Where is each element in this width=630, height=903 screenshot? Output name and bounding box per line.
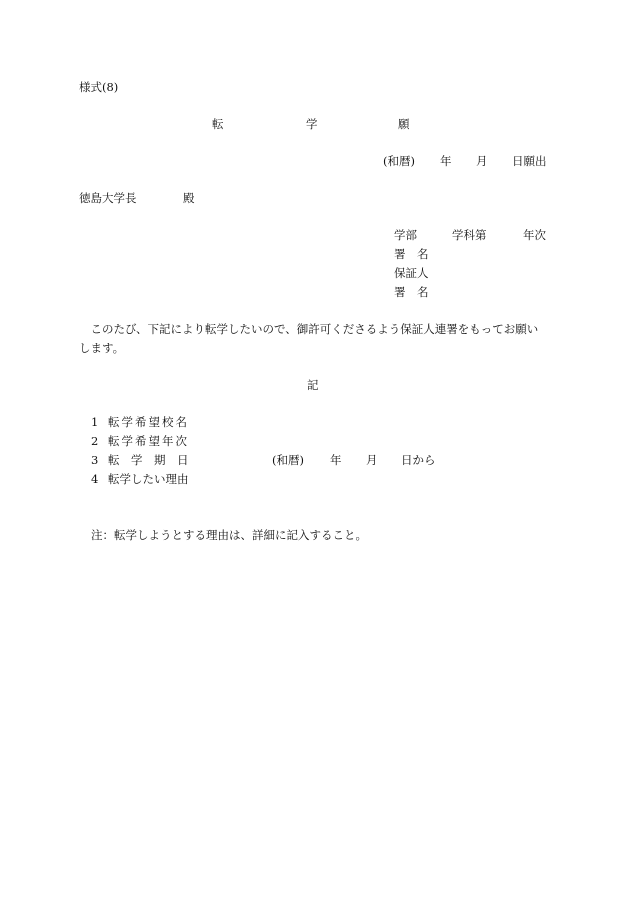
transfer-date-year: 年: [330, 453, 342, 467]
transfer-date-day: 日から: [401, 453, 436, 467]
title-char-1: 転: [212, 117, 224, 131]
transfer-date-month: 月: [366, 453, 378, 467]
addressee-name: 徳島大学長: [79, 191, 137, 205]
ki-heading: 記: [307, 378, 319, 392]
body-line-2: します。: [79, 341, 125, 355]
date-year: 年: [440, 154, 452, 168]
title-char-2: 学: [306, 117, 318, 131]
transfer-date-era: (和暦): [272, 453, 304, 467]
applicant-year-level: 年次: [523, 228, 546, 242]
addressee-honorific: 殿: [183, 191, 195, 205]
item-number: 4: [91, 472, 99, 486]
applicant-signature: 署 名: [394, 247, 429, 261]
item-label: 転 学 期 日: [108, 453, 189, 467]
item-number: 2: [91, 434, 99, 448]
date-era: (和暦): [383, 154, 415, 168]
date-month: 月: [476, 154, 488, 168]
item-number: 1: [91, 415, 99, 429]
note: 注：転学しようとする理由は、詳細に記入すること。: [91, 528, 367, 542]
item-number: 3: [91, 453, 99, 467]
body-line-1: このたび、下記により転学したいので、御許可くださるよう保証人連署をもってお願い: [79, 322, 539, 336]
form-label: 様式(8): [79, 80, 119, 94]
date-day-submit: 日願出: [512, 154, 547, 168]
guarantor-label: 保証人: [394, 266, 429, 280]
item-label: 転学希望校名: [108, 415, 189, 429]
applicant-faculty: 学部: [394, 228, 417, 242]
item-label: 転学希望年次: [108, 434, 189, 448]
guarantor-signature: 署 名: [394, 285, 429, 299]
item-label: 転学したい理由: [108, 472, 189, 486]
applicant-department: 学科第: [452, 228, 487, 242]
title-char-3: 願: [398, 117, 410, 131]
